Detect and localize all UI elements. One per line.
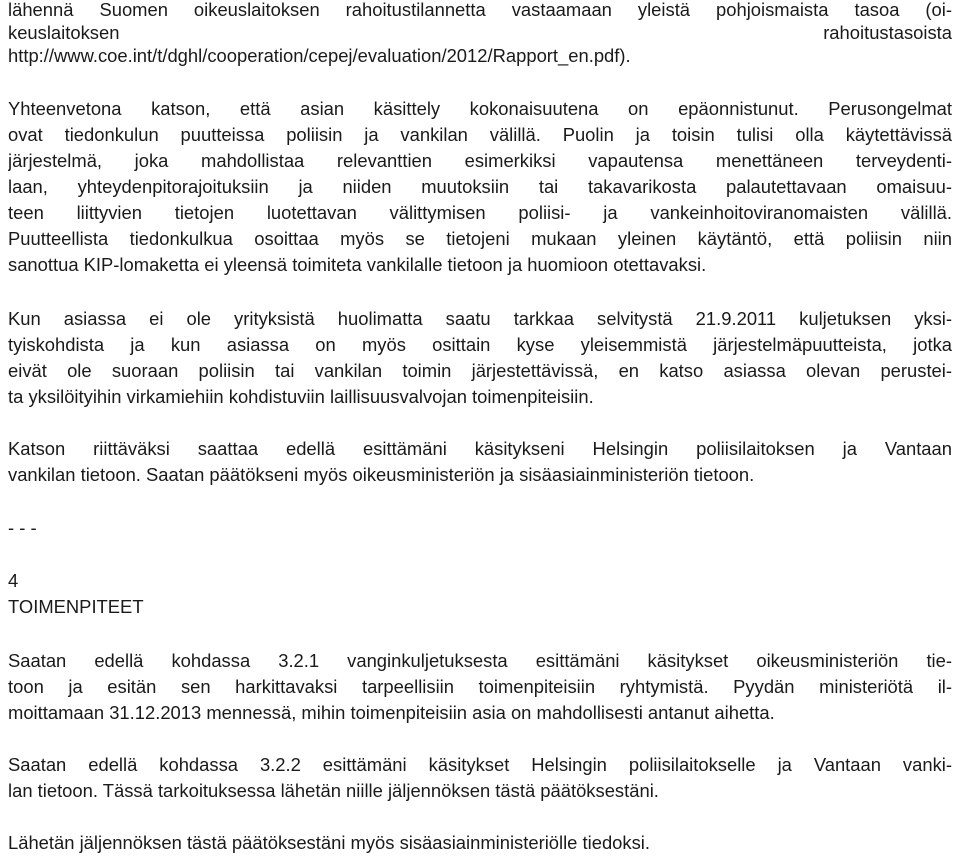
section-title: TOIMENPITEET	[8, 596, 144, 617]
notify-line: Katson riittäväksi saattaa edellä esittämäni käsitykseni Helsingin poliisilaitoksen ja Vantaan	[8, 438, 952, 459]
case-line: eivät ole suoraan poliisin tai vankilan toimin järjestettävissä, en katso asiassa olevan perustei-	[8, 360, 952, 381]
intro-line-2	[8, 21, 952, 45]
summary-line: sanottua KIP-lomaketta ei yleensä toimiteta vankilalle tietoon ja huomioon otettavaksi.	[8, 254, 707, 275]
summary-line: Yhteenvetona katson, että asian käsittely kokonaisuutena on epäonnistunut. Perusongelmat	[8, 98, 952, 119]
measures-1-line: moittamaan 31.12.2013 mennessä, mihin toimenpiteisiin asia on mahdollisesti antanut aihetta.	[8, 702, 775, 723]
summary-line: ovat tiedonkulun puutteissa poliisin ja vankilan välillä. Puolin ja toisin tulisi olla käytettävissä	[8, 124, 952, 145]
intro-line-3-url: http://www.coe.int/t/dghl/cooperation/cepej/evaluation/2012/Rapport_en.pdf).	[8, 45, 631, 66]
notify-line: vankilan tietoon. Saatan päätökseni myös oikeusministeriön ja sisäasiainministeriön tietoon.	[8, 464, 755, 485]
section-number: 4	[8, 570, 19, 591]
intro-line-2-right: rahoitustasoista	[823, 22, 952, 43]
summary-line: teen liittyvien tietojen luotettavan välittymisen poliisi- ja vankeinhoitoviranomaisten välillä.	[8, 202, 952, 223]
summary-line: järjestelmä, joka mahdollistaa relevanttien esimerkiksi vapautensa menettäneen terveydenti-	[8, 150, 952, 171]
measures-1-line: Saatan edellä kohdassa 3.2.1 vanginkuljetuksesta esittämäni käsitykset oikeusministeriön tie-	[8, 650, 952, 671]
measures-1-line: toon ja esitän sen harkittavaksi tarpeellisiin toimenpiteisiin ryhtymistä. Pyydän ministeriötä il-	[8, 676, 952, 697]
measures-2-line: Saatan edellä kohdassa 3.2.2 esittämäni käsitykset Helsingin poliisilaitokselle ja Vantaan vanki-	[8, 754, 952, 775]
paragraph-final: Lähetän jäljennöksen tästä päätöksestäni myös sisäasiainministeriölle tiedoksi.	[8, 832, 650, 853]
measures-2-line: lan tietoon. Tässä tarkoituksessa lähetän niille jäljennöksen tästä päätöksestäni.	[8, 780, 659, 801]
summary-line: Puutteellista tiedonkulkua osoittaa myös se tietojeni mukaan yleinen käytäntö, että poliisin niin	[8, 228, 952, 249]
case-line: ta yksilöityihin virkamiehiin kohdistuviin laillisuusvalvojan toimenpiteisiin.	[8, 386, 594, 407]
intro-line-1: lähennä Suomen oikeuslaitoksen rahoitustilannetta vastaamaan yleistä pohjoismaista tasoa (oi-	[8, 0, 952, 20]
intro-line-2-left: keuslaitoksen	[8, 22, 120, 43]
case-line: Kun asiassa ei ole yrityksistä huolimatta saatu tarkkaa selvitystä 21.9.2011 kuljetuksen yksi-	[8, 308, 952, 329]
separator: - - -	[8, 517, 37, 538]
summary-line: laan, yhteydenpitorajoituksiin ja niiden muutoksiin tai takavarikosta palautettavaan omaisuu-	[8, 176, 952, 197]
case-line: tyiskohdista ja kun asiassa on myös osittain kyse yleisemmistä järjestelmäpuutteista, jotka	[8, 334, 952, 355]
